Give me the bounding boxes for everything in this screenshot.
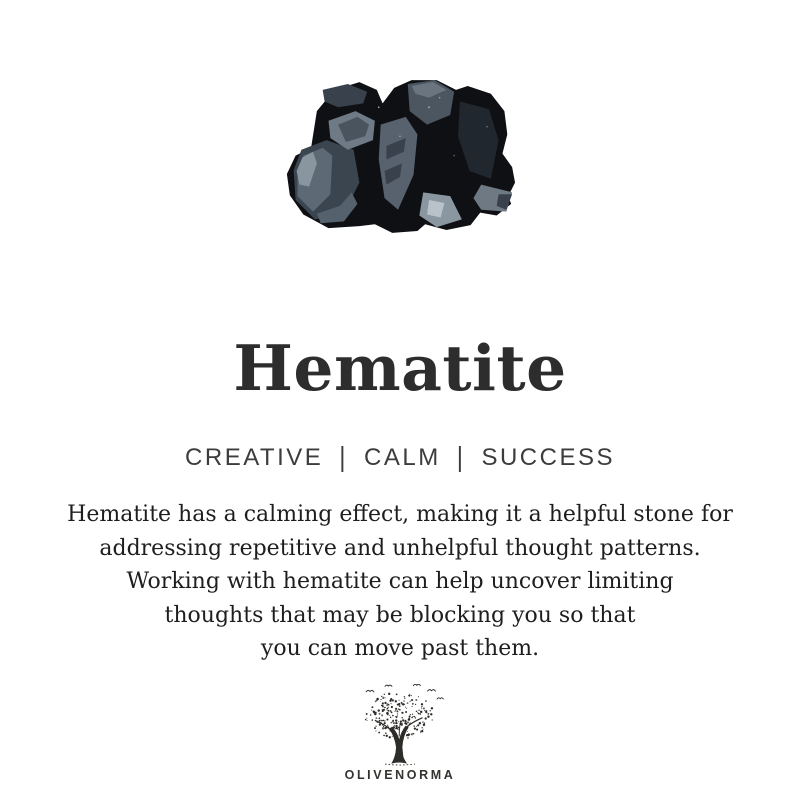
description-line: Working with hematite can help uncover limiting [126, 569, 674, 594]
tagline [0, 441, 800, 473]
hematite-stone-image [284, 78, 516, 238]
tree-trunk [376, 718, 422, 765]
description-line: Hematite has a calming effect, making it a helpful stone for [67, 502, 733, 527]
olive-tree-with-birds-icon [347, 684, 453, 766]
description [0, 498, 800, 666]
tagline-separator: | [339, 441, 349, 473]
brand-name: OLIVENORMA [344, 768, 456, 782]
tagline-word-success: SUCCESS [481, 444, 615, 471]
tagline-word-creative: CREATIVE [185, 444, 324, 471]
description-line: you can move past them. [260, 636, 540, 661]
hematite-stone-icon [284, 78, 516, 238]
page-title: Hematite [233, 331, 567, 405]
description-line: addressing repetitive and unhelpful thought patterns. [99, 535, 701, 561]
tagline-word-calm: CALM [364, 444, 441, 471]
tagline-separator: | [456, 441, 466, 473]
description-line: thoughts that may be blocking you so that [164, 602, 636, 628]
brand-logo [0, 684, 800, 782]
